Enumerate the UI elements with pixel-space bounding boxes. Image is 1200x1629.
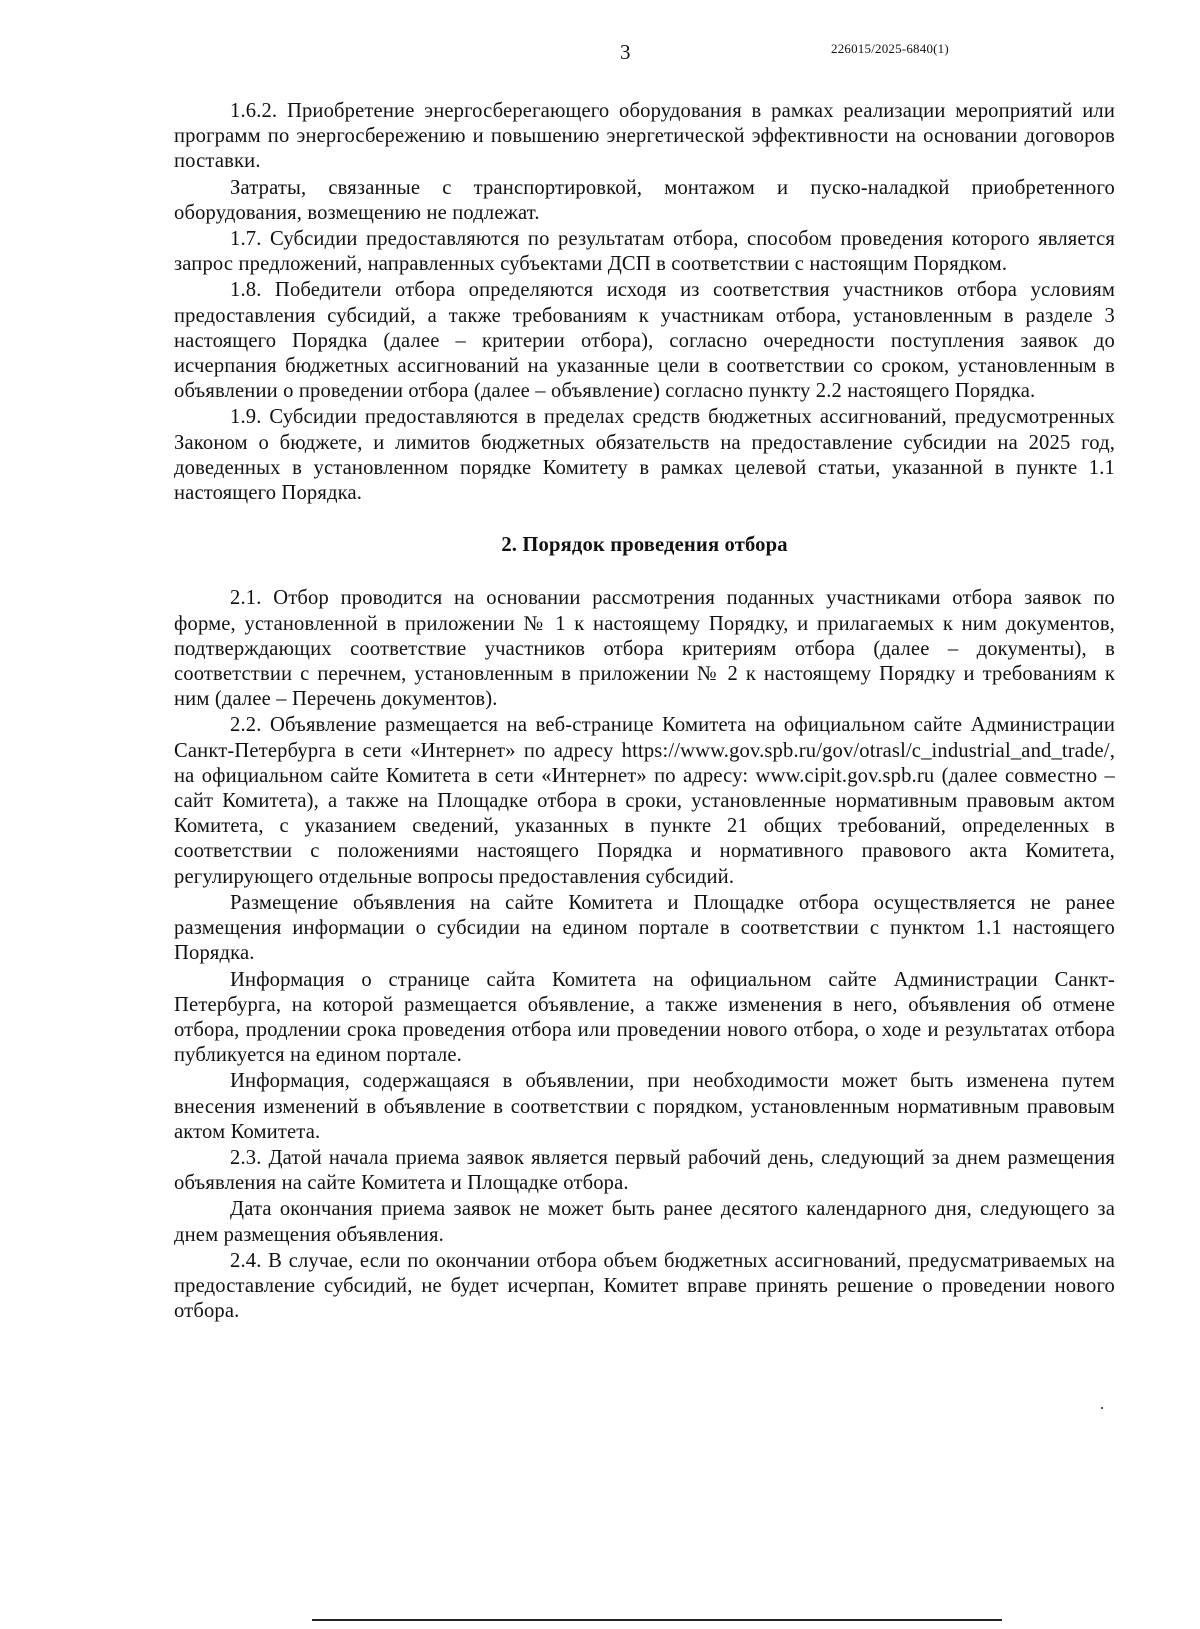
paragraph-information-page: Информация о странице сайта Комитета на официальном сайте Администрации Санкт-Петербурга, на которой размещается объявление, а также изменения в него, объявления об отмене отбора, продлении срока проведения отбора или проведении нового отбора, о ходе и результатах отбора публикуется на едином портале. (174, 968, 1115, 1067)
section-heading: 2. Порядок проведения отбора (501, 534, 788, 557)
paragraph-2-2: 2.2. Объявление размещается на веб-странице Комитета на официальном сайте Администрации Санкт-Петербурга в сети «Интернет» по адресу https://www.gov.spb.ru/gov/otrasl/c_industrial_and_trade/, на официальном сайте Комитета в сети «Интернет» по адресу: www.cipit.gov.spb.ru (далее совместно – сайт Комитета), а также на Площадке отбора в сроки, установленные нормативным правовым актом Комитета, с указанием сведений, указанных в пункте 21 общих требований, определенных в соответствии с положениями настоящего Порядка и нормативного правового акта Комитета, регулирующего отдельные вопросы предоставления субсидий. (174, 714, 1115, 888)
document-body (174, 99, 1115, 1325)
paragraph-1-7: 1.7. Субсидии предоставляются по результатам отбора, способом проведения которого является запрос предложений, направленных субъектами ДСП в соответствии с настоящим Порядком. (174, 228, 1115, 276)
paragraph-2-3: 2.3. Датой начала приема заявок является первый рабочий день, следующий за днем размещения объявления на сайте Комитета и Площадке отбора. (174, 1146, 1115, 1195)
paragraph-deadline: Дата окончания приема заявок не может быть ранее десятого календарного дня, следующего за днем размещения объявления. (174, 1198, 1115, 1246)
paragraph-1-9: 1.9. Субсидии предоставляются в пределах средств бюджетных ассигнований, предусмотренных Законом о бюджете, и лимитов бюджетных обязательств на предоставление субсидии на 2025 год, доведенных в установленном порядке Комитету в рамках целевой статьи, указанной в пункте 1.1 настоящего Порядка. (174, 406, 1115, 505)
paragraph-information-changes: Информация, содержащаяся в объявлении, при необходимости может быть изменена путем внесения изменений в объявление в соответствии с порядком, установленным нормативным правовым актом Комитета. (174, 1070, 1115, 1143)
paragraph-2-1: 2.1. Отбор проводится на основании рассмотрения поданных участниками отбора заявок по форме, установленной в приложении № 1 к настоящему Порядку, и прилагаемых к ним документов, подтверждающих соответствие участников отбора критериям отбора (далее – документы), в соответствии с перечнем, установленным в приложении № 2 к настоящему Порядку и требованиям к ним (далее – Перечень документов). (174, 587, 1115, 711)
document-id: 226015/2025-6840(1) (831, 41, 949, 56)
bottom-scan-rule (312, 1619, 1002, 1621)
paragraph-1-6-2: 1.6.2. Приобретение энергосберегающего оборудования в рамках реализации мероприятий или программ по энергосбережению и повышению энергетической эффективности на основании договоров поставки. (174, 100, 1115, 173)
paragraph-1-8: 1.8. Победители отбора определяются исходя из соответствия участников отбора условиям предоставления субсидий, а также требованиям к участникам отбора, установленным в разделе 3 настоящего Порядка (далее – критерии отбора), согласно очередности поступления заявок до исчерпания бюджетных ассигнований на указанные цели в соответствии со сроком, установленным в объявлении о проведении отбора (далее – объявление) согласно пункту 2.2 настоящего Порядка. (174, 279, 1115, 403)
paragraph-2-4: 2.4. В случае, если по окончании отбора объем бюджетных ассигнований, предусматриваемых на предоставление субсидий, не будет исчерпан, Комитет вправе принять решение о проведении нового отбора. (174, 1249, 1115, 1323)
paragraph-costs-note: Затраты, связанные с транспортировкой, монтажом и пуско-наладкой приобретенного оборудования, возмещению не подлежат. (174, 176, 1115, 224)
paragraph-placement: Размещение объявления на сайте Комитета и Площадке отбора осуществляется не ранее размещения информации о субсидии на едином портале в соответствии с пунктом 1.1 настоящего Порядка. (174, 891, 1115, 965)
page-number: 3 (620, 40, 631, 64)
scan-speck (1101, 1407, 1103, 1409)
